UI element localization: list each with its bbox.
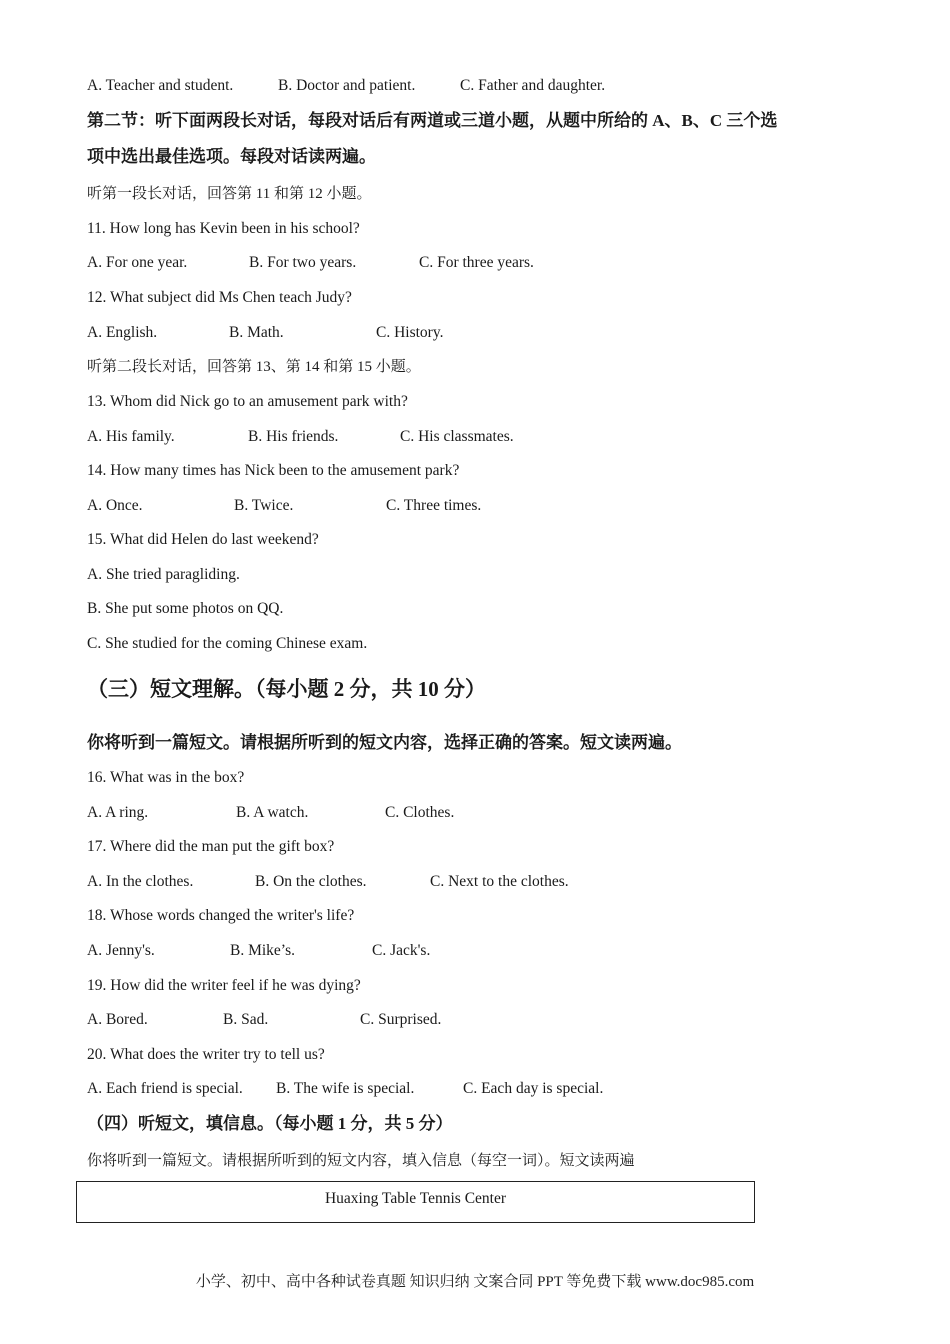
q20-option-b: B. The wife is special.: [276, 1080, 415, 1097]
q12-option-b: B. Math.: [229, 324, 284, 341]
dialog1-intro: 听第一段长对话，回答第 11 和第 12 小题。: [87, 186, 372, 202]
section3-title: （三）短文理解。（每小题 2 分，共 10 分）: [87, 677, 486, 701]
q17-option-c: C. Next to the clothes.: [430, 873, 569, 890]
q14-option-a: A. Once.: [87, 497, 143, 514]
q12-text: 12. What subject did Ms Chen teach Judy?: [87, 289, 352, 306]
q17-option-a: A. In the clothes.: [87, 873, 194, 890]
q10-option-c: C. Father and daughter.: [460, 77, 606, 94]
q18-option-b: B. Mike’s.: [230, 942, 296, 959]
info-table-title: Huaxing Table Tennis Center: [324, 1190, 507, 1207]
q16-option-b: B. A watch.: [236, 804, 309, 821]
q15-text: 15. What did Helen do last weekend?: [87, 531, 319, 548]
q11-option-b: B. For two years.: [249, 254, 357, 271]
q17-text: 17. Where did the man put the gift box?: [87, 838, 335, 855]
q19-option-b: B. Sad.: [223, 1011, 269, 1028]
q13-text: 13. Whom did Nick go to an amusement park with?: [87, 393, 408, 410]
q10-option-a: A. Teacher and student.: [87, 77, 234, 94]
dialog2-intro: 听第二段长对话，回答第 13、第 14 和第 15 小题。: [87, 359, 421, 375]
q11-option-c: C. For three years.: [419, 254, 534, 271]
q20-option-c: C. Each day is special.: [463, 1080, 604, 1097]
q15-option-c: C. She studied for the coming Chinese exam.: [87, 635, 368, 652]
page-footer: 小学、初中、高中各种试卷真题 知识归纳 文案合同 PPT 等免费下载 www.doc985.com: [195, 1274, 755, 1290]
q14-option-c: C. Three times.: [386, 497, 482, 514]
section3-instruction: 你将听到一篇短文。请根据所听到的短文内容，选择正确的答案。短文读两遍。: [87, 733, 682, 752]
q16-text: 16. What was in the box?: [87, 769, 245, 786]
q13-option-b: B. His friends.: [248, 428, 339, 445]
q19-text: 19. How did the writer feel if he was dying?: [87, 977, 361, 994]
q19-option-c: C. Surprised.: [360, 1011, 442, 1028]
section2-heading-line2: 项中选出最佳选项。每段对话读两遍。: [87, 147, 376, 166]
q15-option-b: B. She put some photos on QQ.: [87, 600, 284, 617]
q19-option-a: A. Bored.: [87, 1011, 148, 1028]
q12-option-c: C. History.: [376, 324, 444, 341]
q15-option-a: A. She tried paragliding.: [87, 566, 240, 583]
q16-option-a: A. A ring.: [87, 804, 149, 821]
section4-title: （四）听短文，填信息。（每小题 1 分，共 5 分）: [87, 1114, 453, 1133]
q17-option-b: B. On the clothes.: [255, 873, 367, 890]
info-table: [76, 1181, 755, 1223]
q13-option-a: A. His family.: [87, 428, 175, 445]
section2-heading-line1: 第二节：听下面两段长对话，每段对话后有两道或三道小题，从题中所给的 A、B、C 三个选: [87, 111, 778, 130]
q20-text: 20. What does the writer try to tell us?: [87, 1046, 325, 1063]
q13-option-c: C. His classmates.: [400, 428, 514, 445]
q18-option-c: C. Jack's.: [372, 942, 431, 959]
q11-text: 11. How long has Kevin been in his school?: [87, 220, 360, 237]
section4-instruction: 你将听到一篇短文。请根据所听到的短文内容，填入信息（每空一词）。短文读两遍: [87, 1153, 635, 1169]
q18-text: 18. Whose words changed the writer's life?: [87, 907, 355, 924]
q20-option-a: A. Each friend is special.: [87, 1080, 243, 1097]
q16-option-c: C. Clothes.: [385, 804, 455, 821]
q10-option-b: B. Doctor and patient.: [278, 77, 416, 94]
q14-option-b: B. Twice.: [234, 497, 294, 514]
q12-option-a: A. English.: [87, 324, 158, 341]
q11-option-a: A. For one year.: [87, 254, 188, 271]
q14-text: 14. How many times has Nick been to the amusement park?: [87, 462, 460, 479]
q18-option-a: A. Jenny's.: [87, 942, 155, 959]
